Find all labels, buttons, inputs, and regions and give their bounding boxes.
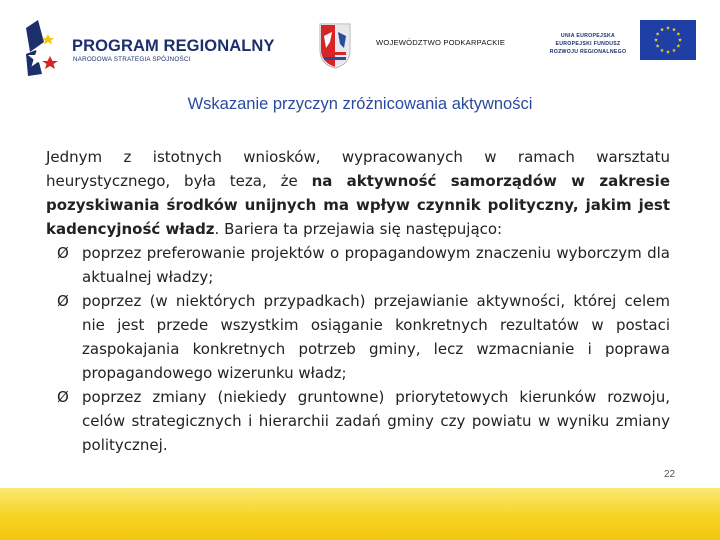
eu-fund-text	[540, 32, 636, 56]
arrow-bullet-icon: Ø	[57, 388, 69, 406]
intro-text: Jednym z istotnych wniosków, wypracowanych w ramach warsztatu heurystycznego, była teza, że	[46, 148, 670, 190]
intro-emphasis: na aktywność samorządów w zakresie pozyskiwania środków unijnych ma wpływ czynnik polityczny, jakim jest kadencyjność władz	[46, 172, 670, 238]
program-subtitle: NARODOWA STRATEGIA SPÓJNOŚCI	[73, 56, 191, 63]
eu-text-line: ROZWOJU REGIONALNEGO	[549, 49, 627, 55]
eu-text-line: UNIA EUROPEJSKA	[560, 33, 616, 39]
barrier-list	[46, 241, 670, 457]
intro-text-end: . Bariera ta przejawia się następująco:	[214, 220, 503, 238]
eu-flag-icon	[640, 20, 696, 60]
list-item	[46, 385, 670, 457]
slide-header	[0, 0, 720, 90]
list-item	[46, 241, 670, 289]
slide-title: Wskazanie przyczyn zróżnicowania aktywności	[187, 95, 533, 113]
voivodeship-label: WOJEWÓDZTWO PODKARPACKIE	[376, 38, 506, 47]
program-regionalny-logo	[24, 18, 274, 78]
program-title: PROGRAM REGIONALNY	[72, 37, 275, 55]
footer-band	[0, 488, 720, 540]
coat-of-arms-icon	[318, 20, 352, 70]
list-item	[46, 289, 670, 385]
arrow-bullet-icon: Ø	[57, 244, 69, 262]
intro-paragraph	[46, 145, 670, 241]
eu-flag	[640, 20, 696, 60]
arrow-bullet-icon: Ø	[57, 292, 69, 310]
eu-text-line: EUROPEJSKI FUNDUSZ	[555, 41, 621, 47]
slide-body	[46, 145, 670, 457]
podkarpackie-coat-of-arms	[318, 20, 352, 70]
list-item-text: poprzez zmiany (niekiedy gruntowne) priorytetowych kierunków rozwoju, celów strategicznych i hierarchii zadań gminy czy powiatu w wyniku zmiany politycznej.	[82, 388, 670, 454]
page-number: 22	[664, 469, 676, 480]
list-item-text: poprzez (w niektórych przypadkach) przejawianie aktywności, której celem nie jest przede wszystkim osiąganie konkretnych rezultatów w postaci zaspokajania konkretnych potrzeb gminy, lecz wzmacnianie i poprawa propagandowego wizerunku władz;	[82, 292, 670, 382]
regional-program-star-icon	[24, 18, 72, 78]
list-item-text: poprzez preferowanie projektów o propagandowym znaczeniu wyborczym dla aktualnej władzy;	[82, 244, 670, 286]
